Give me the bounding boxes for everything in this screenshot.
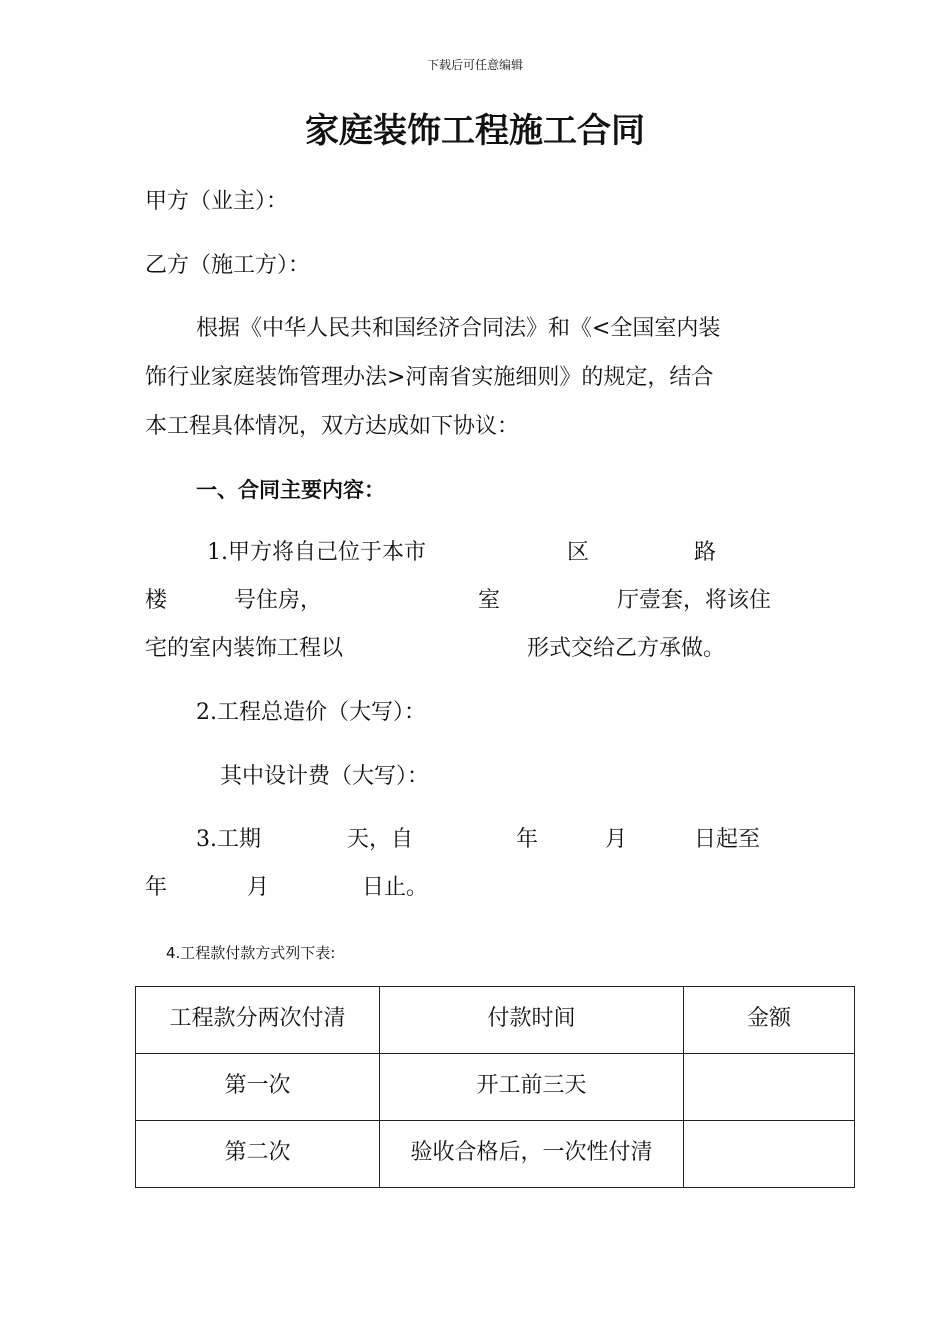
item1-line3-b: 形式交给乙方承做。 [527,636,726,661]
intro-line-3: 本工程具体情况，双方达成如下协议： [145,414,520,439]
item3-end-day: 日止。 [362,875,429,900]
item3-start-month: 月 [605,827,628,852]
document-title: 家庭装饰工程施工合同 [305,111,645,151]
table-cell [684,1054,855,1121]
item1-room: 室 [478,588,501,613]
item1-road: 路 [694,540,717,565]
item3-start-day: 日起至 [694,827,761,852]
table-cell: 第二次 [136,1121,380,1188]
table-header-row [136,987,855,1054]
table-row [136,1054,855,1121]
item3-period: 3.工期 [196,827,261,852]
table-header-cell: 金额 [684,987,855,1054]
intro-line-2: 饰行业家庭装饰管理办法>河南省实施细则》的规定，结合 [145,365,714,390]
header-note: 下载后可任意编辑 [426,58,523,72]
item1-hall: 厅壹套，将该住 [617,588,772,613]
item1-house-number: 号住房， [234,588,323,613]
party-b-line: 乙方（施工方）： [145,253,311,278]
item1-district: 区 [567,540,590,565]
section-heading: 一、合同主要内容： [196,478,385,502]
table-cell: 验收合格后，一次性付清 [380,1121,684,1188]
item3-end-month: 月 [247,875,270,900]
item2-design-fee: 其中设计费（大写）： [220,764,430,789]
item4-caption: 4.工程款付款方式列下表: [166,944,336,962]
item1-line3-a: 宅的室内装饰工程以 [145,636,344,661]
item1-prefix: 1.甲方将自己位于本市 [207,540,426,565]
item3-end-year: 年 [145,875,168,900]
table-header-cell: 工程款分两次付清 [136,987,380,1054]
item1-building: 楼 [145,588,168,613]
table-cell: 开工前三天 [380,1054,684,1121]
table-row [136,1121,855,1188]
table-header-cell: 付款时间 [380,987,684,1054]
intro-line-1: 根据《中华人民共和国经济合同法》和《<全国室内装 [196,316,721,341]
item3-start-year: 年 [516,827,539,852]
item3-days: 天，自 [347,827,414,852]
item2-total-price: 2.工程总造价（大写）： [196,700,426,725]
table-cell [684,1121,855,1188]
payment-table [135,986,855,1188]
table-cell: 第一次 [136,1054,380,1121]
party-a-line: 甲方（业主）： [145,189,289,214]
